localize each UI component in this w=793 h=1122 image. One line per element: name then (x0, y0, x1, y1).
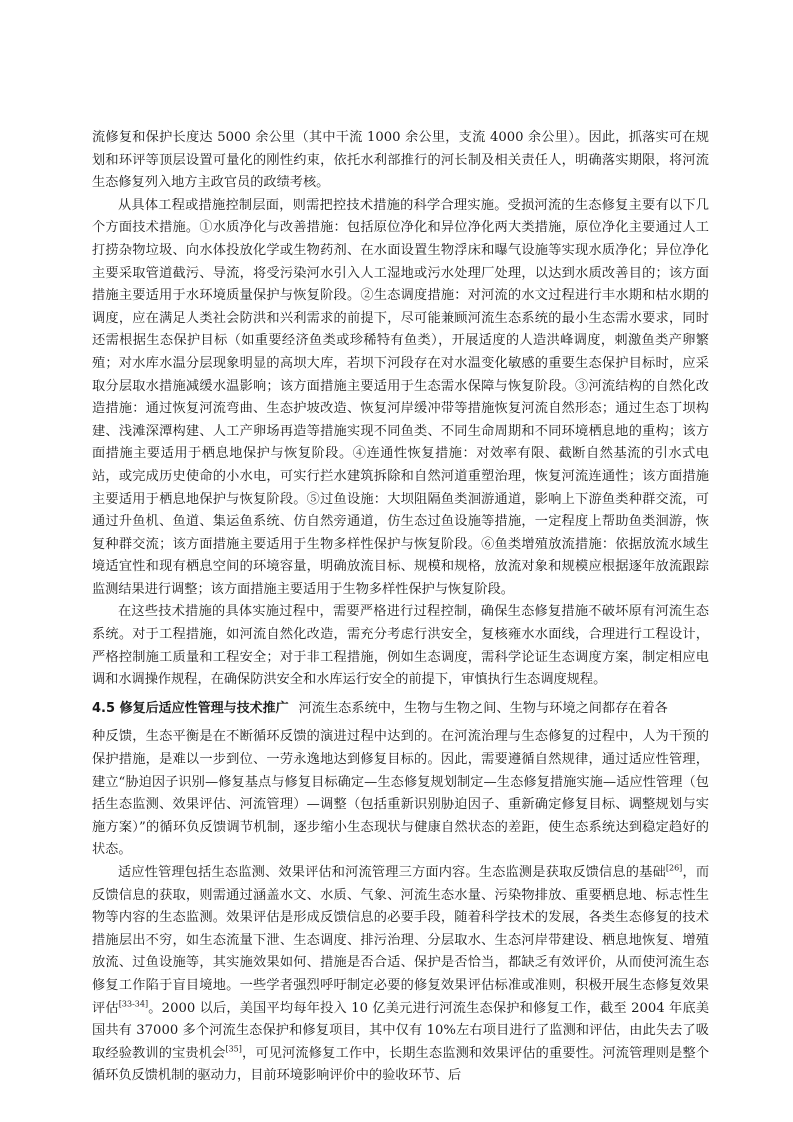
citation-ref: [26] (665, 863, 683, 873)
section-number: 4.5 (92, 700, 116, 716)
paragraph-technical-measures: 从具体工程或措施控制层面，则需把控技术措施的科学合理实施。受损河流的生态修复主要有以下几个方面技术措施。①水质净化与改善措施：包括原位净化和异位净化两大类措施，原位净化主要通过人工打捞杂物垃圾、向水体投放化学或生物药剂、在水面设置生物浮床和曝气设施等实现水质净化；异位净化主要采取管道截污、导流，将受污染河水引入人工湿地或污水处理厂处理，以达到水质改善目的；该方面措施主要适用于水环境质量保护与恢复阶段。②生态调度措施：对河流的水文过程进行丰水期和枯水期的调度，应在满足人类社会防洪和兴利需求的前提下，尽可能兼顾河流生态系统的最小生态需水要求，同时还需根据生态保护目标（如重要经济鱼类或珍稀特有鱼类），开展适度的人造洪峰调度，刺激鱼类产卵繁殖；对水库水温分层现象明显的高坝大库，若坝下河段存在对水温变化敏感的重要生态保护目标时，应采取分层取水措施减缓水温影响；该方面措施主要适用于生态需水保障与恢复阶段。③河流结构的自然化改造措施：通过恢复河流弯曲、生态护坡改造、恢复河岸缓冲带等措施恢复河流自然形态；通过生态丁坝构建、浅滩深潭构建、人工产卵场再造等措施实现不同鱼类、不同生命周期和不同环境栖息地的重构；该方面措施主要适用于栖息地保护与恢复阶段。④连通性恢复措施：对效率有限、截断自然基流的引水式电站，或完成历史使命的小水电，可实行拦水建筑拆除和自然河道重塑治理，恢复河流连通性；该方面措施主要适用于栖息地保护与恢复阶段。⑤过鱼设施：大坝阻隔鱼类洄游通道，影响上下游鱼类种群交流，可通过升鱼机、鱼道、集运鱼系统、仿自然旁通道，仿生态过鱼设施等措施，一定程度上帮助鱼类洄游，恢复种群交流；该方面措施主要适用于生物多样性保护与恢复阶段。⑥鱼类增殖放流措施：依据放流水域生境适宜性和现有栖息空间的环境容量，明确放流目标、规模和规格，放流对象和规模应根据逐年放流跟踪监测结果进行调整；该方面措施主要适用于生物多样性保护与恢复阶段。 (92, 197, 709, 597)
section-heading (92, 701, 289, 716)
paragraph-continuation: 流修复和保护长度达 5000 余公里（其中干流 1000 余公里，支流 4000 余公里）。因此，抓落实可在规划和环评等顶层设置可量化的刚性约束，依托水利部推行的河长制及相关责任人，明确落实期限，将河流生态修复列入地方主政官员的政绩考核。 (92, 130, 709, 191)
paragraph-process-control: 在这些技术措施的具体实施过程中，需要严格进行过程控制，确保生态修复措施不破坏原有河流生态系统。对于工程措施，如河流自然化改造，需充分考虑行洪安全，复核雍水水面线，合理进行工程设计，严格控制施工质量和工程安全；对于非工程措施，例如生态调度，需科学论证生态调度方案，制定相应电调和水调操作规程，在确保防洪安全和水库运行安全的前提下，审慎执行生态调度规程。 (92, 604, 709, 688)
citation-ref: [33-34] (118, 999, 149, 1009)
paragraph-adaptive-management: 种反馈，生态平衡是在不断循环反馈的演进过程中达到的。在河流治理与生态修复的过程中，人为干预的保护措施，是难以一步到位、一劳永逸地达到修复目标的。因此，需要遵循自然规律，通过适应性管理，建立“胁迫因子识别—修复基点与修复目标确定—生态修复规划制定—生态修复措施实施—适应性管理（包括生态监测、效果评估、河流管理）—调整（包括重新识别胁迫因子、重新确定修复目标、调整规划与实施方案）”的循环负反馈调节机制，逐步缩小生态现状与健康自然状态的差距，使生态系统达到稳定趋好的状态。 (92, 729, 709, 858)
citation-ref: [35] (225, 1044, 242, 1054)
paragraph-monitoring-evaluation: 适应性管理包括生态监测、效果评估和河流管理三方面内容。生态监测是获取反馈信息的基础[26]，而反馈信息的获取，则需通过涵盖水文、水质、气象、河流生态水量、污染物排放、重要栖息地、标志性生物等内容的生态监测。效果评估是形成反馈信息的必要手段，随着科学技术的发展，各类生态修复的技术措施层出不穷，如生态流量下泄、生态调度、排污治理、分层取水、生态河岸带建设、栖息地恢复、增殖放流、过鱼设施等，其实施效果如何、措施是否合适、保护是否恰当，都缺乏有效评价，从而使河流生态修复工作陷于盲目境地。一些学者强烈呼吁制定必要的修复效果评估标准或准则，积极开展生态修复效果评估[33-34]。2000 以后，美国平均每年投入 10 亿美元进行河流生态保护和修复工作，截至 2004 年底美国共有 37000 多个河流生态保护和修复项目，其中仅有 10%左右项目进行了监测和评估，由此失去了吸取经验教训的宝贵机会[35]，可见河流修复工作中，长期生态监测和效果评估的重要性。河流管理则是整个循环负反馈机制的驱动力，目前环境影响评价中的验收环节、后 (92, 863, 710, 1084)
section-4-5 (92, 698, 709, 721)
paper-page (92, 127, 709, 1088)
section-title: 修复后适应性管理与技术推广 (119, 700, 289, 716)
section-lead-text: 河流生态系统中，生物与生物之间、生物与环境之间都存在着各 (298, 700, 668, 716)
